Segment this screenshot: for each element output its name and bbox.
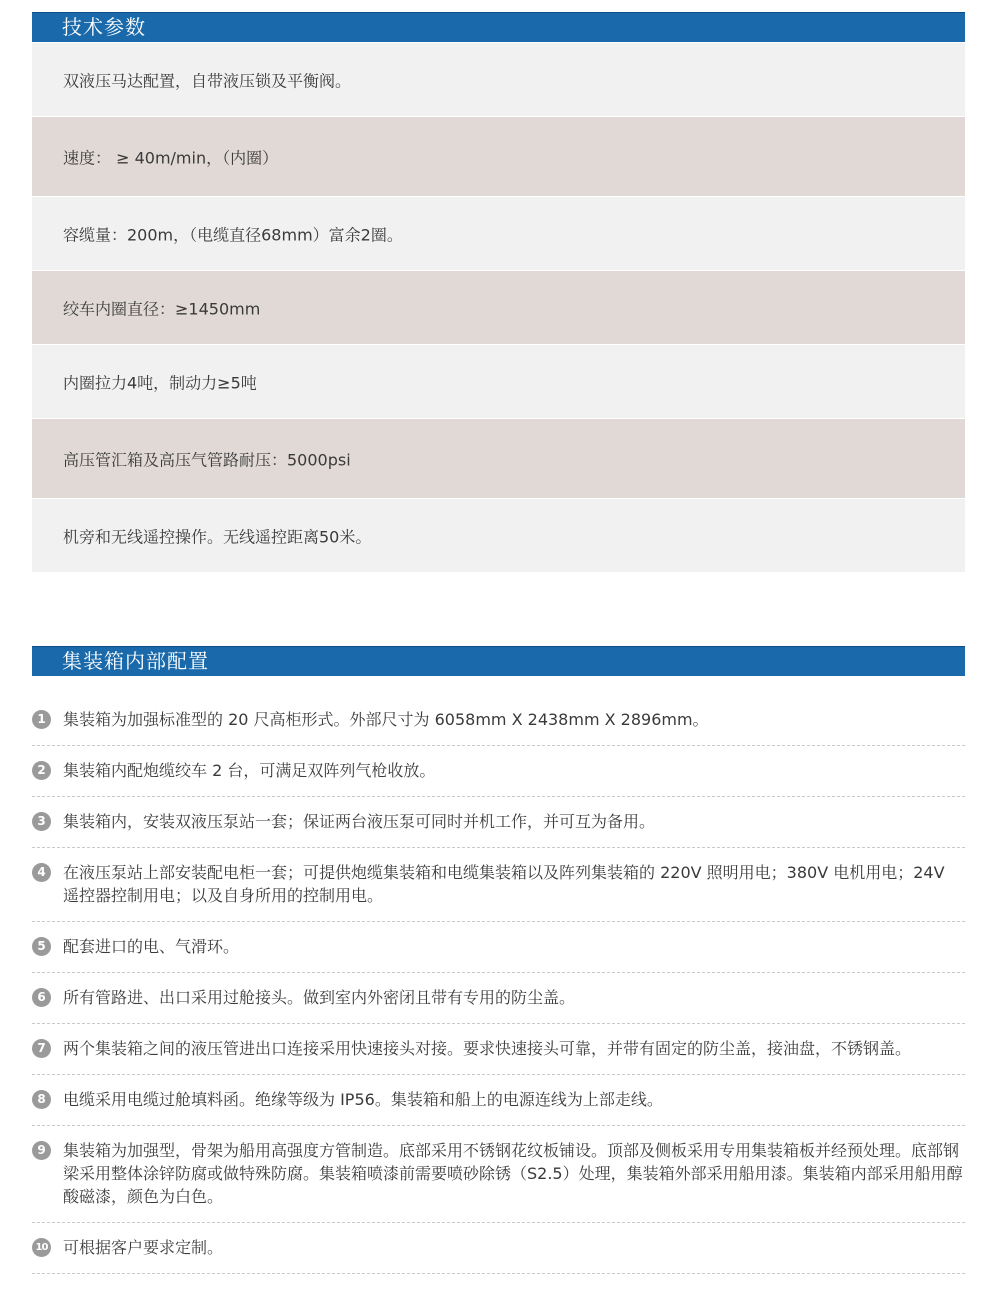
section-title: 技术参数 [62,15,146,39]
list-item-text: 集装箱为加强型，骨架为船用高强度方管制造。底部采用不锈钢花纹板铺设。顶部及侧板采用专用集装箱板并经预处理。底部钢梁采用整体涂锌防腐或做特殊防腐。集装箱喷漆前需要喷砂除锈（S2.5）处理，集装箱外部采用船用漆。集装箱内部采用船用醇酸磁漆，颜色为白色。 [63,1141,963,1206]
spec-text: 速度： ≥ 40m/min，（内圈） [63,148,279,167]
list-item [32,973,965,1024]
list-item-text: 可根据客户要求定制。 [63,1238,224,1257]
list-item [32,922,965,973]
spec-row [32,271,965,345]
list-item-text: 两个集装箱之间的液压管进出口连接采用快速接头对接。要求快速接头可靠，并带有固定的防尘盖，接油盘，不锈钢盖。 [63,1039,912,1058]
number-4-icon: 4 [32,863,51,882]
list-item [32,746,965,797]
list-item [32,797,965,848]
section-header-tech-params [32,12,965,42]
list-item-text: 配套进口的电、气滑环。 [63,937,240,956]
spec-table [32,43,965,573]
number-5-icon: 5 [32,937,51,956]
list-item [32,1223,965,1274]
spec-text: 高压管汇箱及高压气管路耐压：5000psi [63,450,351,469]
spec-row [32,117,965,197]
spec-text: 绞车内圈直径：≥1450mm [63,299,261,318]
list-item [32,848,965,922]
list-item-text: 集装箱内配炮缆绞车 2 台，可满足双阵列气枪收放。 [63,761,436,780]
number-6-icon: 6 [32,988,51,1007]
number-1-icon: 1 [32,710,51,729]
number-3-icon: 3 [32,812,51,831]
number-10-icon: 10 [32,1238,51,1257]
number-8-icon: 8 [32,1090,51,1109]
spec-text: 容缆量：200m，（电缆直径68mm）富余2圈。 [63,225,403,244]
list-item [32,1075,965,1126]
number-2-icon: 2 [32,761,51,780]
number-9-icon: 9 [32,1141,51,1160]
number-7-icon: 7 [32,1039,51,1058]
spec-row [32,43,965,117]
list-item [32,695,965,746]
list-item-text: 所有管路进、出口采用过舱接头。做到室内外密闭且带有专用的防尘盖。 [63,988,576,1007]
section-header-container-config [32,646,965,676]
list-item [32,1024,965,1075]
list-item-text: 在液压泵站上部安装配电柜一套；可提供炮缆集装箱和电缆集装箱以及阵列集装箱的 220V 照明用电；380V 电机用电；24V 遥控器控制用电；以及自身所用的控制用电。 [63,863,945,905]
list-item-text: 电缆采用电缆过舱填料函。绝缘等级为 IP56。集装箱和船上的电源连线为上部走线。 [63,1090,663,1109]
spec-text: 机旁和无线遥控操作。无线遥控距离50米。 [63,527,372,546]
spec-row [32,419,965,499]
list-item [32,1126,965,1223]
spec-row [32,345,965,419]
spec-text: 内圈拉力4吨，制动力≥5吨 [63,373,257,392]
spec-row [32,197,965,271]
spec-row [32,499,965,573]
config-list [32,695,965,1274]
list-item-text: 集装箱内，安装双液压泵站一套；保证两台液压泵可同时并机工作，并可互为备用。 [63,812,656,831]
section-title: 集装箱内部配置 [62,649,209,673]
spec-text: 双液压马达配置，自带液压锁及平衡阀。 [63,71,352,90]
list-item-text: 集装箱为加强标准型的 20 尺高柜形式。外部尺寸为 6058mm X 2438mm X 2896mm。 [63,710,709,729]
